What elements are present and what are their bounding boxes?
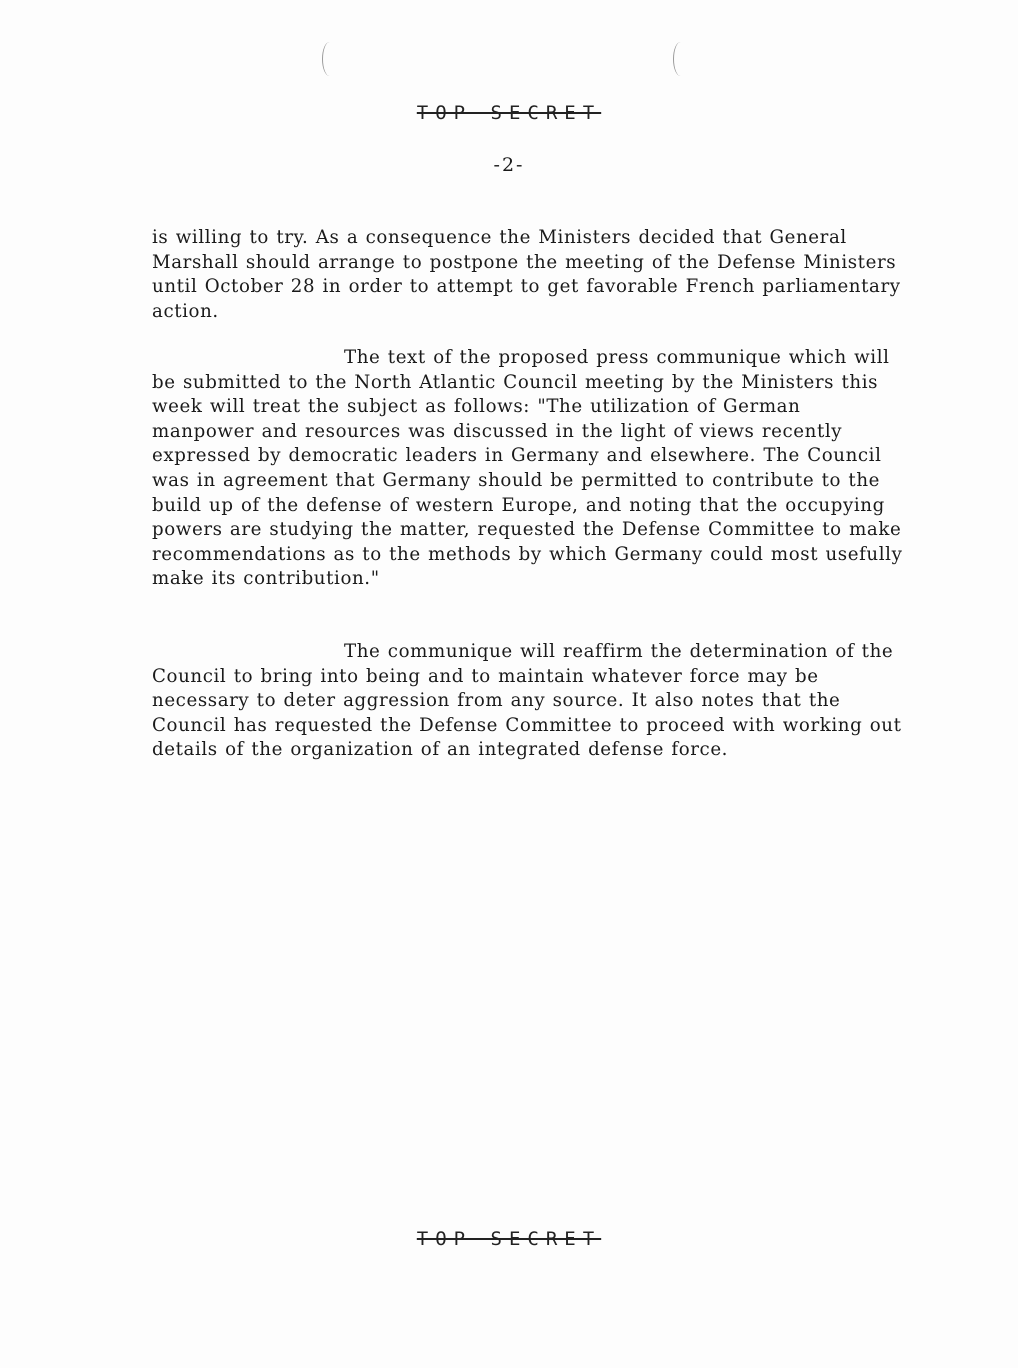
body-paragraph-3-text: The communique will reaffirm the determination of the Council to bring into being and to maintain whatever force may be necessary to deter aggression from any source. It also notes that the Council has requested the Defense Committee to proceed with working out details of the organization of an integrated defense force. <box>152 641 902 761</box>
body-paragraph-2 <box>152 346 904 592</box>
body-paragraph-1: is willing to try. As a consequence the Ministers decided that General Marshall should arrange to postpone the meeting of the Defense Ministers until October 28 in order to attempt to get favorable French parliamentary action. <box>152 227 901 322</box>
page-number: -2- <box>493 154 525 176</box>
paragraph-indent <box>152 641 344 662</box>
punch-hole-mark-left <box>322 42 337 76</box>
classification-footer <box>0 1228 1018 1250</box>
punch-hole-mark-right <box>673 42 688 76</box>
classification-header-text: TOP SECRET <box>416 102 602 124</box>
classification-header <box>0 102 1018 124</box>
body-paragraph-3 <box>152 640 904 763</box>
body-paragraph-2-text: The text of the proposed press communique which will be submitted to the North Atlantic Council meeting by the Ministers this week will treat the subject as follows: "The utilization of German manpower and resources was discussed in the light of views recently expressed by democratic leaders in Germany and elsewhere. The Council was in agreement that Germany should be permitted to contribute to the build up of the defense of western Europe, and noting that the occupying powers are studying the matter, requested the Defense Committee to make recommendations as to the methods by which Germany could most usefully make its contribution." <box>152 347 903 590</box>
paragraph-indent <box>152 347 344 368</box>
classification-footer-text: TOP SECRET <box>416 1228 602 1250</box>
